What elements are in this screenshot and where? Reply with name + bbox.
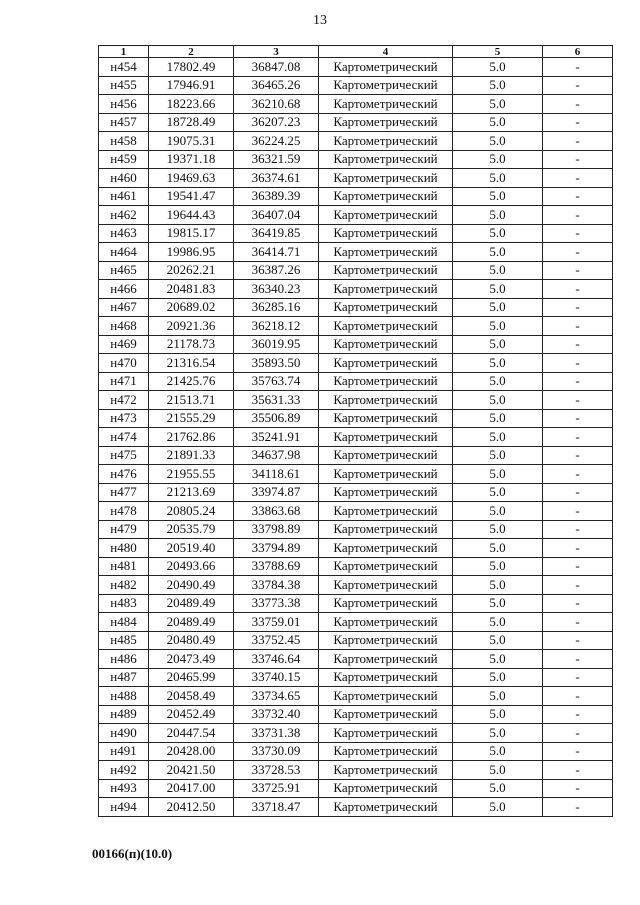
table-row xyxy=(99,483,613,502)
point-id-cell: н478 xyxy=(99,502,149,521)
table-row xyxy=(99,428,613,447)
table-row xyxy=(99,687,613,706)
note-cell: - xyxy=(543,520,613,539)
y-coordinate-cell: 35631.33 xyxy=(234,391,319,410)
point-id-cell: н463 xyxy=(99,224,149,243)
note-cell: - xyxy=(543,335,613,354)
point-id-cell: н466 xyxy=(99,280,149,299)
table-row xyxy=(99,335,613,354)
x-coordinate-cell: 19541.47 xyxy=(149,187,234,206)
x-coordinate-cell: 20489.49 xyxy=(149,613,234,632)
point-id-cell: н469 xyxy=(99,335,149,354)
note-cell: - xyxy=(543,113,613,132)
point-id-cell: н492 xyxy=(99,761,149,780)
x-coordinate-cell: 20493.66 xyxy=(149,557,234,576)
accuracy-cell: 5.0 xyxy=(453,742,543,761)
note-cell: - xyxy=(543,557,613,576)
x-coordinate-cell: 21955.55 xyxy=(149,465,234,484)
table-row xyxy=(99,280,613,299)
table-row xyxy=(99,206,613,225)
y-coordinate-cell: 33746.64 xyxy=(234,650,319,669)
accuracy-cell: 5.0 xyxy=(453,557,543,576)
table-row xyxy=(99,594,613,613)
table-row xyxy=(99,520,613,539)
method-cell: Картометрический xyxy=(319,391,453,410)
x-coordinate-cell: 19986.95 xyxy=(149,243,234,262)
x-coordinate-cell: 21316.54 xyxy=(149,354,234,373)
table-row xyxy=(99,76,613,95)
y-coordinate-cell: 36218.12 xyxy=(234,317,319,336)
note-cell: - xyxy=(543,58,613,77)
point-id-cell: н487 xyxy=(99,668,149,687)
y-coordinate-cell: 33725.91 xyxy=(234,779,319,798)
accuracy-cell: 5.0 xyxy=(453,224,543,243)
point-id-cell: н462 xyxy=(99,206,149,225)
table-row xyxy=(99,95,613,114)
column-header-6: 6 xyxy=(543,46,613,58)
point-id-cell: н474 xyxy=(99,428,149,447)
method-cell: Картометрический xyxy=(319,243,453,262)
note-cell: - xyxy=(543,372,613,391)
table-row xyxy=(99,668,613,687)
table-row xyxy=(99,132,613,151)
method-cell: Картометрический xyxy=(319,631,453,650)
table-row xyxy=(99,150,613,169)
x-coordinate-cell: 21213.69 xyxy=(149,483,234,502)
table-row xyxy=(99,557,613,576)
note-cell: - xyxy=(543,742,613,761)
table-body xyxy=(99,58,613,817)
method-cell: Картометрический xyxy=(319,761,453,780)
method-cell: Картометрический xyxy=(319,724,453,743)
y-coordinate-cell: 36414.71 xyxy=(234,243,319,262)
document-code: 00166(п)(10.0) xyxy=(92,846,173,861)
accuracy-cell: 5.0 xyxy=(453,169,543,188)
y-coordinate-cell: 33732.40 xyxy=(234,705,319,724)
x-coordinate-cell: 20480.49 xyxy=(149,631,234,650)
accuracy-cell: 5.0 xyxy=(453,465,543,484)
method-cell: Картометрический xyxy=(319,169,453,188)
x-coordinate-cell: 20465.99 xyxy=(149,668,234,687)
x-coordinate-cell: 20490.49 xyxy=(149,576,234,595)
accuracy-cell: 5.0 xyxy=(453,335,543,354)
y-coordinate-cell: 33773.38 xyxy=(234,594,319,613)
table-row xyxy=(99,539,613,558)
method-cell: Картометрический xyxy=(319,150,453,169)
accuracy-cell: 5.0 xyxy=(453,76,543,95)
method-cell: Картометрический xyxy=(319,261,453,280)
y-coordinate-cell: 36210.68 xyxy=(234,95,319,114)
x-coordinate-cell: 21762.86 xyxy=(149,428,234,447)
note-cell: - xyxy=(543,391,613,410)
table-row xyxy=(99,742,613,761)
y-coordinate-cell: 33718.47 xyxy=(234,798,319,817)
x-coordinate-cell: 19075.31 xyxy=(149,132,234,151)
method-cell: Картометрический xyxy=(319,465,453,484)
method-cell: Картометрический xyxy=(319,650,453,669)
y-coordinate-cell: 36419.85 xyxy=(234,224,319,243)
point-id-cell: н456 xyxy=(99,95,149,114)
x-coordinate-cell: 20417.00 xyxy=(149,779,234,798)
method-cell: Картометрический xyxy=(319,539,453,558)
x-coordinate-cell: 19371.18 xyxy=(149,150,234,169)
y-coordinate-cell: 33730.09 xyxy=(234,742,319,761)
x-coordinate-cell: 21425.76 xyxy=(149,372,234,391)
point-id-cell: н458 xyxy=(99,132,149,151)
point-id-cell: н484 xyxy=(99,613,149,632)
method-cell: Картометрический xyxy=(319,483,453,502)
table-row xyxy=(99,298,613,317)
table-row xyxy=(99,169,613,188)
y-coordinate-cell: 33752.45 xyxy=(234,631,319,650)
x-coordinate-cell: 20473.49 xyxy=(149,650,234,669)
method-cell: Картометрический xyxy=(319,95,453,114)
table-row xyxy=(99,187,613,206)
point-id-cell: н493 xyxy=(99,779,149,798)
x-coordinate-cell: 20489.49 xyxy=(149,594,234,613)
table-row xyxy=(99,650,613,669)
point-id-cell: н472 xyxy=(99,391,149,410)
y-coordinate-cell: 33740.15 xyxy=(234,668,319,687)
accuracy-cell: 5.0 xyxy=(453,206,543,225)
y-coordinate-cell: 33974.87 xyxy=(234,483,319,502)
note-cell: - xyxy=(543,76,613,95)
note-cell: - xyxy=(543,409,613,428)
note-cell: - xyxy=(543,539,613,558)
accuracy-cell: 5.0 xyxy=(453,113,543,132)
method-cell: Картометрический xyxy=(319,206,453,225)
y-coordinate-cell: 35893.50 xyxy=(234,354,319,373)
y-coordinate-cell: 34637.98 xyxy=(234,446,319,465)
note-cell: - xyxy=(543,206,613,225)
accuracy-cell: 5.0 xyxy=(453,280,543,299)
method-cell: Картометрический xyxy=(319,409,453,428)
y-coordinate-cell: 36389.39 xyxy=(234,187,319,206)
method-cell: Картометрический xyxy=(319,132,453,151)
note-cell: - xyxy=(543,576,613,595)
accuracy-cell: 5.0 xyxy=(453,132,543,151)
method-cell: Картометрический xyxy=(319,705,453,724)
point-id-cell: н488 xyxy=(99,687,149,706)
coordinates-table xyxy=(98,45,613,817)
y-coordinate-cell: 33788.69 xyxy=(234,557,319,576)
note-cell: - xyxy=(543,668,613,687)
table-row xyxy=(99,113,613,132)
x-coordinate-cell: 20452.49 xyxy=(149,705,234,724)
y-coordinate-cell: 36340.23 xyxy=(234,280,319,299)
table-row xyxy=(99,317,613,336)
method-cell: Картометрический xyxy=(319,687,453,706)
note-cell: - xyxy=(543,483,613,502)
y-coordinate-cell: 35506.89 xyxy=(234,409,319,428)
point-id-cell: н468 xyxy=(99,317,149,336)
accuracy-cell: 5.0 xyxy=(453,428,543,447)
x-coordinate-cell: 20921.36 xyxy=(149,317,234,336)
method-cell: Картометрический xyxy=(319,187,453,206)
accuracy-cell: 5.0 xyxy=(453,576,543,595)
y-coordinate-cell: 36321.59 xyxy=(234,150,319,169)
method-cell: Картометрический xyxy=(319,354,453,373)
method-cell: Картометрический xyxy=(319,576,453,595)
point-id-cell: н485 xyxy=(99,631,149,650)
accuracy-cell: 5.0 xyxy=(453,95,543,114)
method-cell: Картометрический xyxy=(319,58,453,77)
accuracy-cell: 5.0 xyxy=(453,520,543,539)
accuracy-cell: 5.0 xyxy=(453,724,543,743)
method-cell: Картометрический xyxy=(319,520,453,539)
x-coordinate-cell: 18728.49 xyxy=(149,113,234,132)
point-id-cell: н459 xyxy=(99,150,149,169)
method-cell: Картометрический xyxy=(319,76,453,95)
y-coordinate-cell: 36847.08 xyxy=(234,58,319,77)
accuracy-cell: 5.0 xyxy=(453,761,543,780)
y-coordinate-cell: 35763.74 xyxy=(234,372,319,391)
x-coordinate-cell: 21891.33 xyxy=(149,446,234,465)
note-cell: - xyxy=(543,428,613,447)
accuracy-cell: 5.0 xyxy=(453,409,543,428)
x-coordinate-cell: 20428.00 xyxy=(149,742,234,761)
method-cell: Картометрический xyxy=(319,335,453,354)
method-cell: Картометрический xyxy=(319,317,453,336)
point-id-cell: н477 xyxy=(99,483,149,502)
point-id-cell: н482 xyxy=(99,576,149,595)
method-cell: Картометрический xyxy=(319,428,453,447)
accuracy-cell: 5.0 xyxy=(453,446,543,465)
header-row xyxy=(99,46,613,58)
x-coordinate-cell: 19469.63 xyxy=(149,169,234,188)
point-id-cell: н461 xyxy=(99,187,149,206)
accuracy-cell: 5.0 xyxy=(453,668,543,687)
note-cell: - xyxy=(543,95,613,114)
note-cell: - xyxy=(543,798,613,817)
accuracy-cell: 5.0 xyxy=(453,298,543,317)
method-cell: Картометрический xyxy=(319,280,453,299)
table-row xyxy=(99,705,613,724)
accuracy-cell: 5.0 xyxy=(453,705,543,724)
note-cell: - xyxy=(543,298,613,317)
y-coordinate-cell: 36407.04 xyxy=(234,206,319,225)
x-coordinate-cell: 20519.40 xyxy=(149,539,234,558)
accuracy-cell: 5.0 xyxy=(453,317,543,336)
accuracy-cell: 5.0 xyxy=(453,354,543,373)
y-coordinate-cell: 33784.38 xyxy=(234,576,319,595)
accuracy-cell: 5.0 xyxy=(453,187,543,206)
point-id-cell: н494 xyxy=(99,798,149,817)
accuracy-cell: 5.0 xyxy=(453,650,543,669)
y-coordinate-cell: 33794.89 xyxy=(234,539,319,558)
table-row xyxy=(99,779,613,798)
y-coordinate-cell: 35241.91 xyxy=(234,428,319,447)
point-id-cell: н455 xyxy=(99,76,149,95)
x-coordinate-cell: 19644.43 xyxy=(149,206,234,225)
note-cell: - xyxy=(543,354,613,373)
table-header xyxy=(99,46,613,58)
column-header-5: 5 xyxy=(453,46,543,58)
accuracy-cell: 5.0 xyxy=(453,483,543,502)
x-coordinate-cell: 17802.49 xyxy=(149,58,234,77)
x-coordinate-cell: 20262.21 xyxy=(149,261,234,280)
table-row xyxy=(99,761,613,780)
x-coordinate-cell: 20447.54 xyxy=(149,724,234,743)
accuracy-cell: 5.0 xyxy=(453,58,543,77)
table-row xyxy=(99,724,613,743)
note-cell: - xyxy=(543,724,613,743)
column-header-3: 3 xyxy=(234,46,319,58)
y-coordinate-cell: 36387.26 xyxy=(234,261,319,280)
y-coordinate-cell: 34118.61 xyxy=(234,465,319,484)
point-id-cell: н481 xyxy=(99,557,149,576)
point-id-cell: н467 xyxy=(99,298,149,317)
point-id-cell: н486 xyxy=(99,650,149,669)
point-id-cell: н489 xyxy=(99,705,149,724)
note-cell: - xyxy=(543,465,613,484)
y-coordinate-cell: 36224.25 xyxy=(234,132,319,151)
accuracy-cell: 5.0 xyxy=(453,779,543,798)
note-cell: - xyxy=(543,243,613,262)
table-row xyxy=(99,58,613,77)
table-row xyxy=(99,798,613,817)
note-cell: - xyxy=(543,280,613,299)
page-number: 13 xyxy=(313,13,327,28)
point-id-cell: н454 xyxy=(99,58,149,77)
accuracy-cell: 5.0 xyxy=(453,261,543,280)
accuracy-cell: 5.0 xyxy=(453,539,543,558)
y-coordinate-cell: 36374.61 xyxy=(234,169,319,188)
note-cell: - xyxy=(543,594,613,613)
point-id-cell: н471 xyxy=(99,372,149,391)
x-coordinate-cell: 20421.50 xyxy=(149,761,234,780)
table-row xyxy=(99,391,613,410)
note-cell: - xyxy=(543,261,613,280)
table-row xyxy=(99,261,613,280)
table-row xyxy=(99,354,613,373)
x-coordinate-cell: 18223.66 xyxy=(149,95,234,114)
y-coordinate-cell: 33734.65 xyxy=(234,687,319,706)
note-cell: - xyxy=(543,502,613,521)
note-cell: - xyxy=(543,150,613,169)
note-cell: - xyxy=(543,446,613,465)
method-cell: Картометрический xyxy=(319,113,453,132)
method-cell: Картометрический xyxy=(319,594,453,613)
note-cell: - xyxy=(543,187,613,206)
method-cell: Картометрический xyxy=(319,557,453,576)
point-id-cell: н470 xyxy=(99,354,149,373)
column-header-2: 2 xyxy=(149,46,234,58)
x-coordinate-cell: 20689.02 xyxy=(149,298,234,317)
point-id-cell: н464 xyxy=(99,243,149,262)
accuracy-cell: 5.0 xyxy=(453,613,543,632)
point-id-cell: н475 xyxy=(99,446,149,465)
note-cell: - xyxy=(543,224,613,243)
y-coordinate-cell: 33863.68 xyxy=(234,502,319,521)
method-cell: Картометрический xyxy=(319,224,453,243)
table-row xyxy=(99,502,613,521)
point-id-cell: н460 xyxy=(99,169,149,188)
note-cell: - xyxy=(543,631,613,650)
table-row xyxy=(99,613,613,632)
note-cell: - xyxy=(543,705,613,724)
y-coordinate-cell: 33731.38 xyxy=(234,724,319,743)
note-cell: - xyxy=(543,613,613,632)
note-cell: - xyxy=(543,687,613,706)
method-cell: Картометрический xyxy=(319,668,453,687)
accuracy-cell: 5.0 xyxy=(453,631,543,650)
x-coordinate-cell: 20412.50 xyxy=(149,798,234,817)
point-id-cell: н479 xyxy=(99,520,149,539)
method-cell: Картометрический xyxy=(319,446,453,465)
table-row xyxy=(99,576,613,595)
method-cell: Картометрический xyxy=(319,798,453,817)
y-coordinate-cell: 36465.26 xyxy=(234,76,319,95)
note-cell: - xyxy=(543,761,613,780)
column-header-1: 1 xyxy=(99,46,149,58)
point-id-cell: н491 xyxy=(99,742,149,761)
x-coordinate-cell: 20481.83 xyxy=(149,280,234,299)
y-coordinate-cell: 33728.53 xyxy=(234,761,319,780)
y-coordinate-cell: 36019.95 xyxy=(234,335,319,354)
note-cell: - xyxy=(543,169,613,188)
note-cell: - xyxy=(543,317,613,336)
table-row xyxy=(99,446,613,465)
table-row xyxy=(99,465,613,484)
accuracy-cell: 5.0 xyxy=(453,687,543,706)
x-coordinate-cell: 21513.71 xyxy=(149,391,234,410)
y-coordinate-cell: 33798.89 xyxy=(234,520,319,539)
x-coordinate-cell: 21178.73 xyxy=(149,335,234,354)
accuracy-cell: 5.0 xyxy=(453,150,543,169)
note-cell: - xyxy=(543,132,613,151)
method-cell: Картометрический xyxy=(319,372,453,391)
x-coordinate-cell: 19815.17 xyxy=(149,224,234,243)
table-row xyxy=(99,243,613,262)
point-id-cell: н483 xyxy=(99,594,149,613)
x-coordinate-cell: 20535.79 xyxy=(149,520,234,539)
y-coordinate-cell: 36207.23 xyxy=(234,113,319,132)
x-coordinate-cell: 20458.49 xyxy=(149,687,234,706)
note-cell: - xyxy=(543,650,613,669)
column-header-4: 4 xyxy=(319,46,453,58)
y-coordinate-cell: 36285.16 xyxy=(234,298,319,317)
point-id-cell: н473 xyxy=(99,409,149,428)
method-cell: Картометрический xyxy=(319,502,453,521)
method-cell: Картометрический xyxy=(319,742,453,761)
method-cell: Картометрический xyxy=(319,613,453,632)
point-id-cell: н476 xyxy=(99,465,149,484)
accuracy-cell: 5.0 xyxy=(453,243,543,262)
accuracy-cell: 5.0 xyxy=(453,372,543,391)
x-coordinate-cell: 20805.24 xyxy=(149,502,234,521)
table-row xyxy=(99,224,613,243)
x-coordinate-cell: 21555.29 xyxy=(149,409,234,428)
accuracy-cell: 5.0 xyxy=(453,502,543,521)
accuracy-cell: 5.0 xyxy=(453,391,543,410)
accuracy-cell: 5.0 xyxy=(453,594,543,613)
point-id-cell: н457 xyxy=(99,113,149,132)
table-row xyxy=(99,372,613,391)
x-coordinate-cell: 17946.91 xyxy=(149,76,234,95)
table-row xyxy=(99,409,613,428)
note-cell: - xyxy=(543,779,613,798)
point-id-cell: н480 xyxy=(99,539,149,558)
method-cell: Картометрический xyxy=(319,298,453,317)
point-id-cell: н465 xyxy=(99,261,149,280)
accuracy-cell: 5.0 xyxy=(453,798,543,817)
y-coordinate-cell: 33759.01 xyxy=(234,613,319,632)
method-cell: Картометрический xyxy=(319,779,453,798)
table-row xyxy=(99,631,613,650)
point-id-cell: н490 xyxy=(99,724,149,743)
